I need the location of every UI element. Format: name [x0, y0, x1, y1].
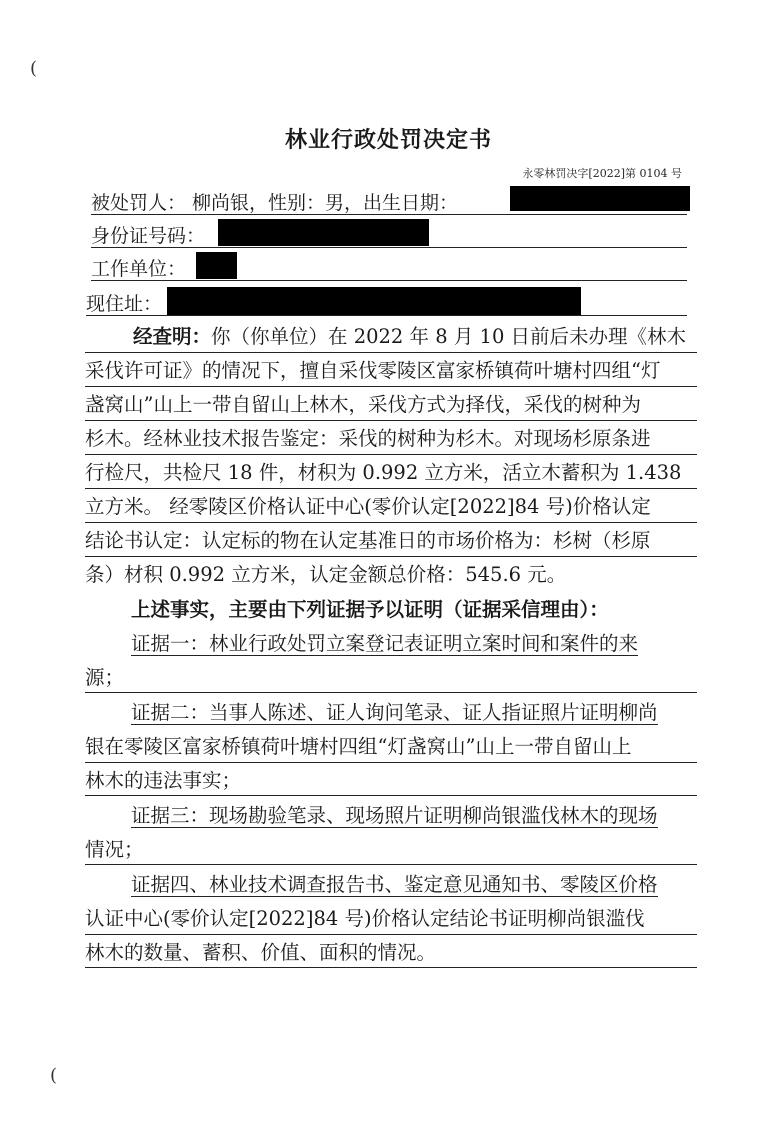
redacted-address — [167, 287, 581, 315]
findings-line-6: 立方米。 经零陵区价格认证中心(零价认定[2022]84 号)价格认定 — [85, 492, 697, 523]
id-number-label: 身份证号码： — [91, 225, 206, 247]
evidence-2-line-2: 银在零陵区富家桥镇荷叶塘村四组“灯盏窝山”山上一带自留山上 — [85, 732, 697, 763]
evidence-2-line-3: 林木的违法事实； — [85, 769, 242, 792]
redacted-work-unit — [196, 252, 237, 279]
evidence-4-underline — [85, 967, 697, 968]
evidence-3-text: 证据三：现场勘验笔录、现场照片证明柳尚银滥伐林木的现场 — [131, 804, 658, 827]
document-title: 林业行政处罚决定书 — [284, 127, 492, 153]
evidence-3-underline — [85, 864, 697, 865]
findings-line-2: 采伐许可证》的情况下，擅自采伐零陵区富家桥镇荷叶塘村四组“灯 — [85, 356, 697, 387]
findings-line-4: 杉木。经林业技术报告鉴定：采伐的树种为杉木。对现场杉原条进 — [85, 424, 697, 455]
id-underline — [91, 247, 687, 248]
redacted-id-number — [218, 219, 429, 246]
evidence-1-underline — [85, 692, 697, 693]
party-line: 被处罚人： 柳尚银，性别：男，出生日期： — [91, 192, 459, 214]
document-number: 永零林罚决字[2022]第 0104 号 — [522, 167, 682, 180]
address-underline — [86, 315, 687, 316]
evidence-2-text: 证据二：当事人陈述、证人询问笔录、证人指证照片证明柳尚 — [131, 701, 658, 724]
evidence-2-underline — [85, 795, 697, 796]
findings-line-8: 条）材积 0.992 立方米，认定金额总价格：545.6 元。 — [85, 563, 567, 586]
evidence-4-line-2: 认证中心(零价认定[2022]84 号)价格认定结论书证明柳尚银滥伐 — [85, 904, 697, 935]
evidence-4-line-1 — [85, 870, 697, 900]
findings-text: 你（你单位）在 2022 年 8 月 10 日前后未办理《林木 — [211, 325, 687, 348]
evidence-heading: 上述事实，主要由下列证据予以证明（证据采信理由）： — [131, 598, 609, 621]
evidence-4-text: 证据四、林业技术调查报告书、鉴定意见通知书、零陵区价格 — [131, 873, 658, 896]
findings-label: 经查明： — [133, 325, 212, 348]
evidence-3-line-1 — [85, 801, 697, 831]
work-underline — [91, 280, 687, 281]
evidence-4-line-3: 林木的数量、蓄积、价值、面积的情况。 — [85, 941, 437, 964]
evidence-1-text: 证据一：林业行政处罚立案登记表证明立案时间和案件的来 — [131, 632, 639, 655]
evidence-1-line-1 — [85, 629, 697, 659]
evidence-1-line-2: 源； — [85, 666, 125, 689]
margin-mark-bottom: ( — [50, 1065, 58, 1086]
findings-line-3: 盏窝山”山上一带自留山上林木，采伐方式为择伐，采伐的树种为 — [85, 390, 697, 421]
margin-mark-top: ( — [30, 58, 38, 79]
evidence-3-line-2: 情况； — [85, 838, 144, 861]
findings-line-7: 结论书认定：认定标的物在认定基准日的市场价格为：杉树（杉原 — [85, 526, 697, 557]
findings-line-1 — [85, 322, 697, 353]
evidence-2-line-1 — [85, 698, 697, 728]
address-label: 现住址： — [86, 293, 163, 315]
party-underline — [91, 214, 687, 215]
work-unit-label: 工作单位： — [91, 258, 187, 280]
findings-line-5: 行检尺，共检尺 18 件，材积为 0.992 立方米，活立木蓄积为 1.438 — [85, 458, 697, 489]
redacted-birthdate — [510, 186, 690, 211]
